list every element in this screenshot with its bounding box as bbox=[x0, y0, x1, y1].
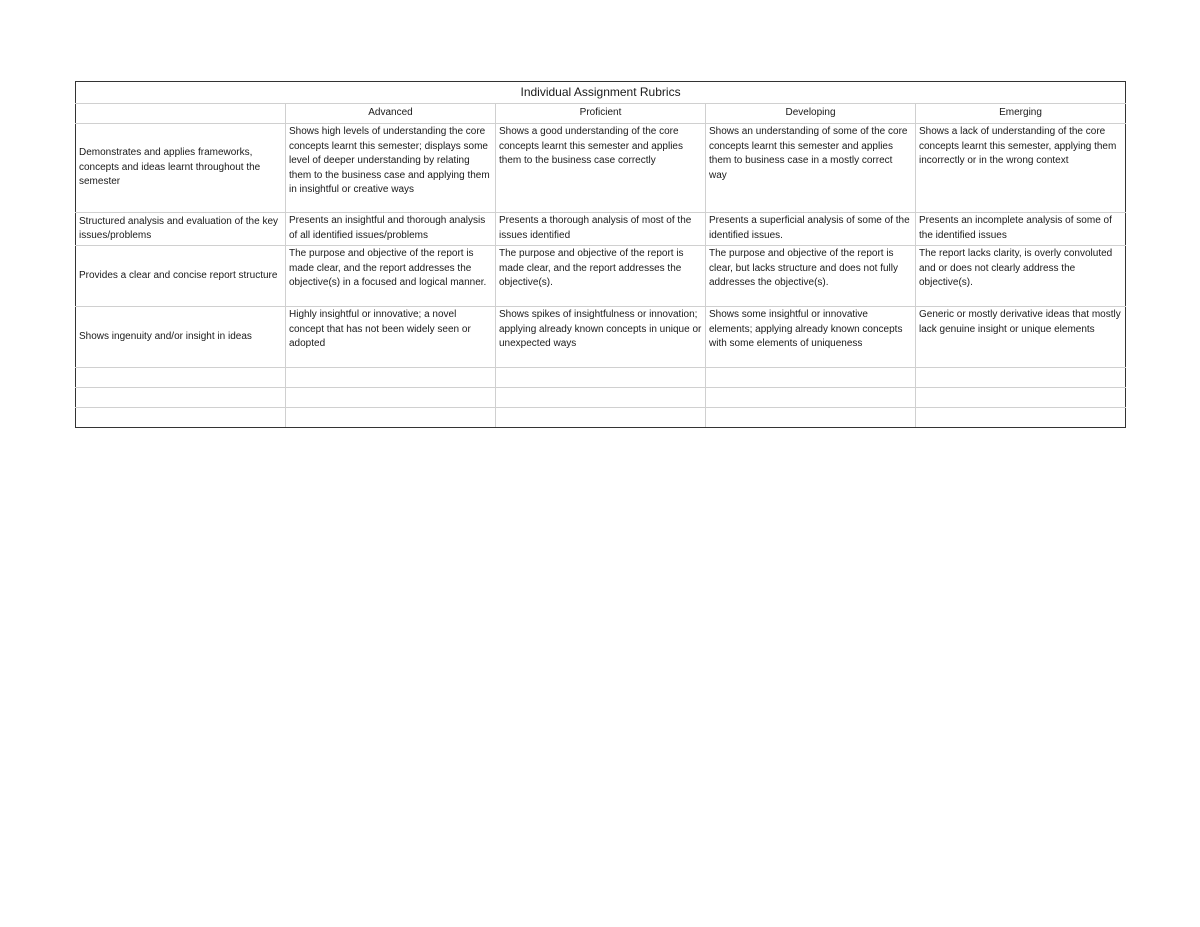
header-advanced: Advanced bbox=[286, 104, 496, 124]
title-row bbox=[76, 82, 1126, 104]
table-row bbox=[76, 246, 1126, 307]
empty-row bbox=[76, 408, 1126, 428]
empty-cell bbox=[706, 388, 916, 408]
criterion-cell: Provides a clear and concise report structure bbox=[76, 246, 286, 307]
empty-cell bbox=[706, 368, 916, 388]
empty-cell bbox=[916, 368, 1126, 388]
rubric-cell: The purpose and objective of the report is made clear, and the report addresses the objective(s) in a focused and logical manner. bbox=[286, 246, 496, 307]
empty-cell bbox=[916, 388, 1126, 408]
criterion-cell: Shows ingenuity and/or insight in ideas bbox=[76, 307, 286, 368]
rubric-table bbox=[75, 81, 1126, 428]
empty-row bbox=[76, 368, 1126, 388]
empty-cell bbox=[76, 388, 286, 408]
table-row bbox=[76, 307, 1126, 368]
rubric-cell: Shows some insightful or innovative elements; applying already known concepts with some elements of uniqueness bbox=[706, 307, 916, 368]
table-row bbox=[76, 124, 1126, 213]
empty-cell bbox=[496, 388, 706, 408]
rubric-cell: Presents an incomplete analysis of some of the identified issues bbox=[916, 213, 1126, 246]
empty-cell bbox=[496, 408, 706, 428]
table-title: Individual Assignment Rubrics bbox=[76, 82, 1126, 104]
criterion-cell: Demonstrates and applies frameworks, concepts and ideas learnt throughout the semester bbox=[76, 124, 286, 213]
header-emerging: Emerging bbox=[916, 104, 1126, 124]
rubric-cell: The purpose and objective of the report is clear, but lacks structure and does not fully addresses the objective(s). bbox=[706, 246, 916, 307]
rubric-cell: The report lacks clarity, is overly convoluted and or does not clearly address the objective(s). bbox=[916, 246, 1126, 307]
rubric-cell: Shows a lack of understanding of the core concepts learnt this semester, applying them incorrectly or in the wrong context bbox=[916, 124, 1126, 213]
rubric-cell: Shows an understanding of some of the core concepts learnt this semester and applies them to business case in a mostly correct way bbox=[706, 124, 916, 213]
empty-cell bbox=[286, 388, 496, 408]
rubric-cell: Generic or mostly derivative ideas that mostly lack genuine insight or unique elements bbox=[916, 307, 1126, 368]
rubric-sheet bbox=[75, 81, 1125, 428]
rubric-cell: Presents an insightful and thorough analysis of all identified issues/problems bbox=[286, 213, 496, 246]
rubric-cell: Shows spikes of insightfulness or innovation; applying already known concepts in unique or unexpected ways bbox=[496, 307, 706, 368]
rubric-cell: Presents a thorough analysis of most of the issues identified bbox=[496, 213, 706, 246]
header-row bbox=[76, 104, 1126, 124]
criterion-cell: Structured analysis and evaluation of the key issues/problems bbox=[76, 213, 286, 246]
empty-cell bbox=[916, 408, 1126, 428]
rubric-cell: Highly insightful or innovative; a novel concept that has not been widely seen or adopted bbox=[286, 307, 496, 368]
empty-cell bbox=[286, 408, 496, 428]
empty-cell bbox=[496, 368, 706, 388]
table-row bbox=[76, 213, 1126, 246]
rubric-cell: Shows a good understanding of the core concepts learnt this semester and applies them to the business case correctly bbox=[496, 124, 706, 213]
empty-row bbox=[76, 388, 1126, 408]
rubric-cell: The purpose and objective of the report is made clear, and the report addresses the objective(s). bbox=[496, 246, 706, 307]
empty-cell bbox=[76, 408, 286, 428]
empty-cell bbox=[286, 368, 496, 388]
rubric-cell: Shows high levels of understanding the core concepts learnt this semester; displays some level of deeper understanding by relating them to the business case and applying them in insightful or creative ways bbox=[286, 124, 496, 213]
empty-cell bbox=[76, 368, 286, 388]
empty-cell bbox=[706, 408, 916, 428]
header-criterion-cell bbox=[76, 104, 286, 124]
header-developing: Developing bbox=[706, 104, 916, 124]
rubric-cell: Presents a superficial analysis of some of the identified issues. bbox=[706, 213, 916, 246]
header-proficient: Proficient bbox=[496, 104, 706, 124]
